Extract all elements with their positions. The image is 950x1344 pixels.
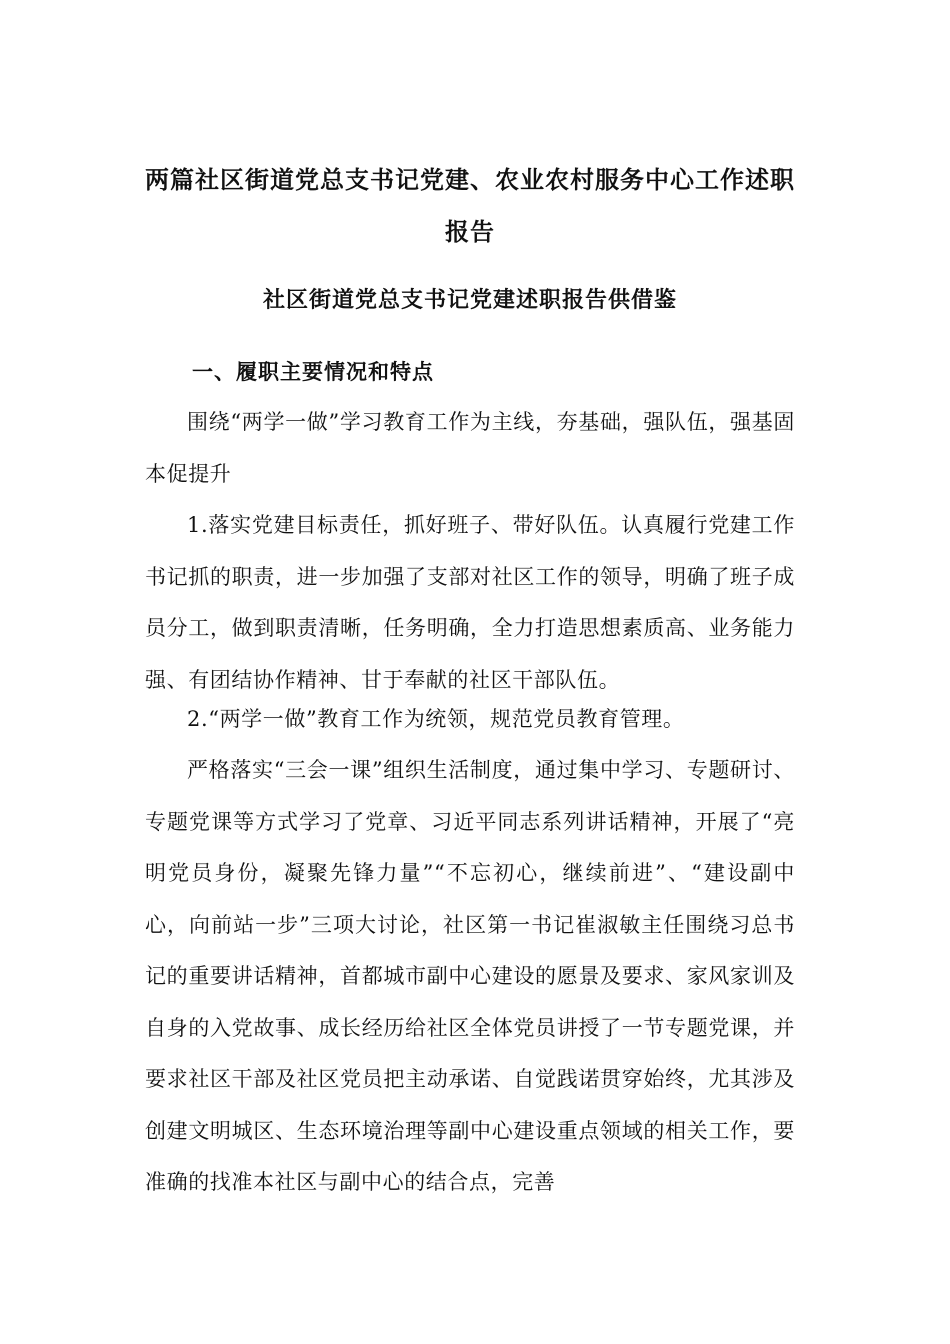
document-subtitle: 社区街道党总支书记党建述职报告供借鉴 [262, 287, 677, 313]
paragraph: 2.“两学一做”教育工作为统领，规范党员教育管理。 [187, 707, 685, 731]
paragraph: 围绕“两学一做”学习教育工作为主线，夯基础，强队伍，强基固本促提升 [145, 410, 795, 486]
document-title: 两篇社区街道党总支书记党建、农业农村服务中心工作述职报告 [145, 165, 795, 246]
paragraph: 1.落实党建目标责任，抓好班子、带好队伍。认真履行党建工作书记抓的职责，进一步加强了支部对社区工作的领导，明确了班子成员分工，做到职责清晰，任务明确，全力打造思想素质高、业务能力强、有团结协作精神、甘于奉献的社区干部队伍。 [145, 513, 795, 692]
section-heading: 一、履职主要情况和特点 [192, 359, 434, 384]
paragraph: 严格落实“三会一课”组织生活制度，通过集中学习、专题研讨、专题党课等方式学习了党章、习近平同志系列讲话精神，开展了“亮明党员身份，凝聚先锋力量”“不忘初心，继续前进”、“建设副中心，向前站一步”三项大讨论，社区第一书记崔淑敏主任围绕习总书记的重要讲话精神，首都城市副中心建设的愿景及要求、家风家训及自身的入党故事、成长经历给社区全体党员讲授了一节专题党课，并要求社区干部及社区党员把主动承诺、自觉践诺贯穿始终，尤其涉及创建文明城区、生态环境治理等副中心建设重点领域的相关工作，要准确的找准本社区与副中心的结合点，完善 [145, 758, 795, 1194]
